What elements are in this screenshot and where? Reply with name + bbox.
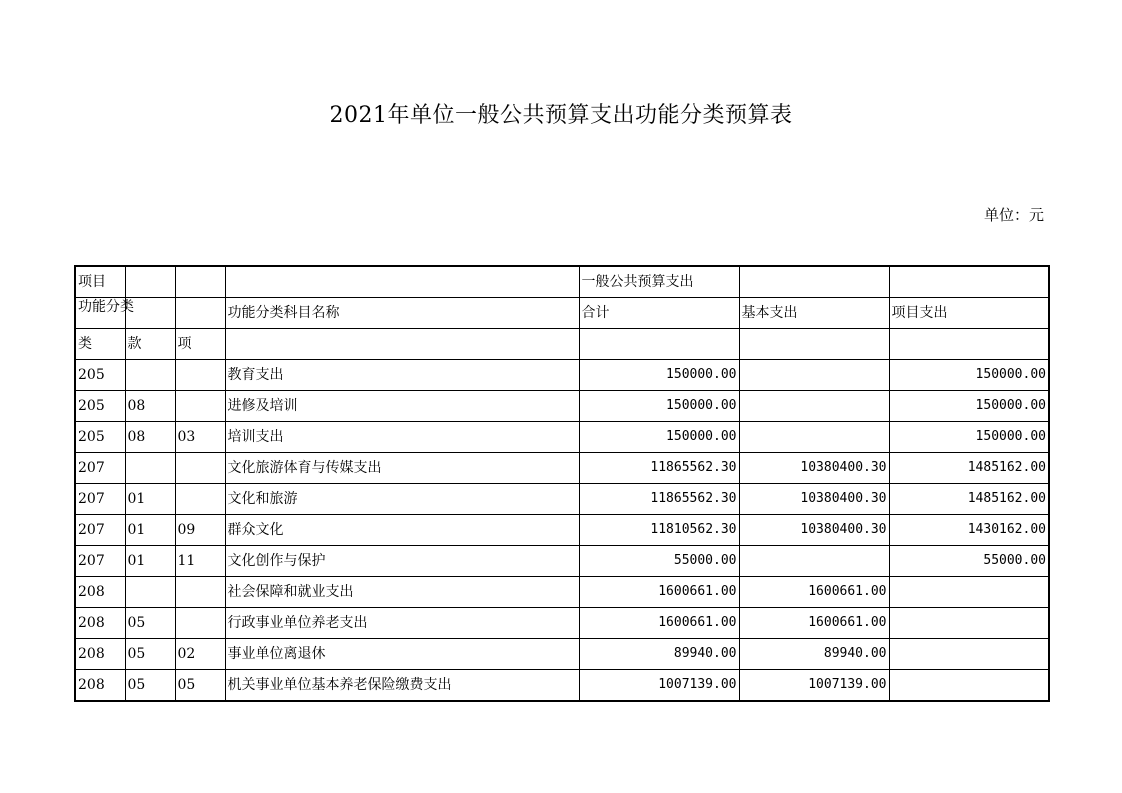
cell-xiang: 11 bbox=[175, 546, 225, 577]
cell-lei: 207 bbox=[75, 484, 125, 515]
cell-xiang bbox=[175, 391, 225, 422]
cell-xiang bbox=[175, 484, 225, 515]
cell-kuan bbox=[125, 360, 175, 391]
cell-total: 89940.00 bbox=[579, 639, 739, 670]
cell-xiang bbox=[175, 577, 225, 608]
cell-project bbox=[889, 639, 1049, 670]
cell-basic bbox=[739, 422, 889, 453]
cell-xiang: 09 bbox=[175, 515, 225, 546]
header-lei: 类 bbox=[75, 329, 125, 360]
cell-total: 150000.00 bbox=[579, 422, 739, 453]
cell-xiang: 03 bbox=[175, 422, 225, 453]
table-row bbox=[75, 453, 1049, 484]
cell-xiang bbox=[175, 608, 225, 639]
cell-total: 1600661.00 bbox=[579, 577, 739, 608]
cell-name: 事业单位离退休 bbox=[225, 639, 579, 670]
cell-name: 文化创作与保护 bbox=[225, 546, 579, 577]
cell-kuan: 01 bbox=[125, 515, 175, 546]
table-row bbox=[75, 515, 1049, 546]
header-xiang: 项 bbox=[175, 329, 225, 360]
table-row bbox=[75, 577, 1049, 608]
cell-kuan: 05 bbox=[125, 670, 175, 702]
cell-basic: 1600661.00 bbox=[739, 608, 889, 639]
cell-basic: 1600661.00 bbox=[739, 577, 889, 608]
header-project-expense: 项目支出 bbox=[889, 298, 1049, 329]
cell-project bbox=[889, 608, 1049, 639]
table-row bbox=[75, 422, 1049, 453]
cell-name: 培训支出 bbox=[225, 422, 579, 453]
cell-basic: 10380400.30 bbox=[739, 515, 889, 546]
cell-total: 1007139.00 bbox=[579, 670, 739, 702]
cell-kuan: 05 bbox=[125, 639, 175, 670]
cell-lei: 207 bbox=[75, 546, 125, 577]
cell-kuan bbox=[125, 453, 175, 484]
cell-lei: 205 bbox=[75, 360, 125, 391]
cell-name: 群众文化 bbox=[225, 515, 579, 546]
cell-lei: 207 bbox=[75, 515, 125, 546]
header-func-name: 功能分类科目名称 bbox=[225, 298, 579, 329]
cell-project: 1485162.00 bbox=[889, 453, 1049, 484]
cell-name: 文化和旅游 bbox=[225, 484, 579, 515]
cell-total: 1600661.00 bbox=[579, 608, 739, 639]
cell-total: 150000.00 bbox=[579, 360, 739, 391]
cell-total: 11865562.30 bbox=[579, 484, 739, 515]
cell-project bbox=[889, 577, 1049, 608]
table-row bbox=[75, 608, 1049, 639]
cell-basic: 10380400.30 bbox=[739, 453, 889, 484]
unit-label: 单位：元 bbox=[983, 206, 1044, 224]
cell-basic: 1007139.00 bbox=[739, 670, 889, 702]
cell-name: 教育支出 bbox=[225, 360, 579, 391]
cell-name: 机关事业单位基本养老保险缴费支出 bbox=[225, 670, 579, 702]
cell-kuan: 08 bbox=[125, 391, 175, 422]
cell-project: 55000.00 bbox=[889, 546, 1049, 577]
cell-lei: 205 bbox=[75, 391, 125, 422]
header-total: 合计 bbox=[579, 298, 739, 329]
cell-total: 150000.00 bbox=[579, 391, 739, 422]
cell-kuan bbox=[125, 577, 175, 608]
cell-lei: 208 bbox=[75, 670, 125, 702]
cell-total: 55000.00 bbox=[579, 546, 739, 577]
cell-basic bbox=[739, 391, 889, 422]
header-row-1 bbox=[75, 266, 1049, 298]
cell-lei: 205 bbox=[75, 422, 125, 453]
cell-kuan: 05 bbox=[125, 608, 175, 639]
table-row bbox=[75, 391, 1049, 422]
cell-name: 文化旅游体育与传媒支出 bbox=[225, 453, 579, 484]
header-basic: 基本支出 bbox=[739, 298, 889, 329]
header-func-class: 功能分类 bbox=[78, 299, 134, 315]
cell-total: 11810562.30 bbox=[579, 515, 739, 546]
cell-lei: 208 bbox=[75, 639, 125, 670]
cell-basic bbox=[739, 360, 889, 391]
cell-xiang: 02 bbox=[175, 639, 225, 670]
cell-project: 1430162.00 bbox=[889, 515, 1049, 546]
table-row bbox=[75, 484, 1049, 515]
cell-basic bbox=[739, 546, 889, 577]
cell-lei: 208 bbox=[75, 608, 125, 639]
cell-xiang bbox=[175, 360, 225, 391]
cell-name: 社会保障和就业支出 bbox=[225, 577, 579, 608]
cell-project bbox=[889, 670, 1049, 702]
cell-kuan: 08 bbox=[125, 422, 175, 453]
cell-total: 11865562.30 bbox=[579, 453, 739, 484]
cell-project: 150000.00 bbox=[889, 391, 1049, 422]
cell-project: 150000.00 bbox=[889, 422, 1049, 453]
cell-project: 1485162.00 bbox=[889, 484, 1049, 515]
cell-basic: 89940.00 bbox=[739, 639, 889, 670]
cell-lei: 208 bbox=[75, 577, 125, 608]
cell-lei: 207 bbox=[75, 453, 125, 484]
header-row-2 bbox=[75, 298, 1049, 329]
table-row bbox=[75, 546, 1049, 577]
cell-xiang: 05 bbox=[175, 670, 225, 702]
table-row bbox=[75, 639, 1049, 670]
cell-name: 行政事业单位养老支出 bbox=[225, 608, 579, 639]
cell-kuan: 01 bbox=[125, 484, 175, 515]
budget-table bbox=[74, 265, 1050, 702]
cell-name: 进修及培训 bbox=[225, 391, 579, 422]
cell-kuan: 01 bbox=[125, 546, 175, 577]
table-row bbox=[75, 670, 1049, 702]
header-kuan: 款 bbox=[125, 329, 175, 360]
table-row bbox=[75, 360, 1049, 391]
cell-basic: 10380400.30 bbox=[739, 484, 889, 515]
cell-project: 150000.00 bbox=[889, 360, 1049, 391]
cell-xiang bbox=[175, 453, 225, 484]
header-general-budget: 一般公共预算支出 bbox=[579, 266, 739, 298]
header-project: 项目 bbox=[75, 266, 125, 298]
page-title: 2021年单位一般公共预算支出功能分类预算表 bbox=[329, 103, 793, 128]
header-row-3 bbox=[75, 329, 1049, 360]
